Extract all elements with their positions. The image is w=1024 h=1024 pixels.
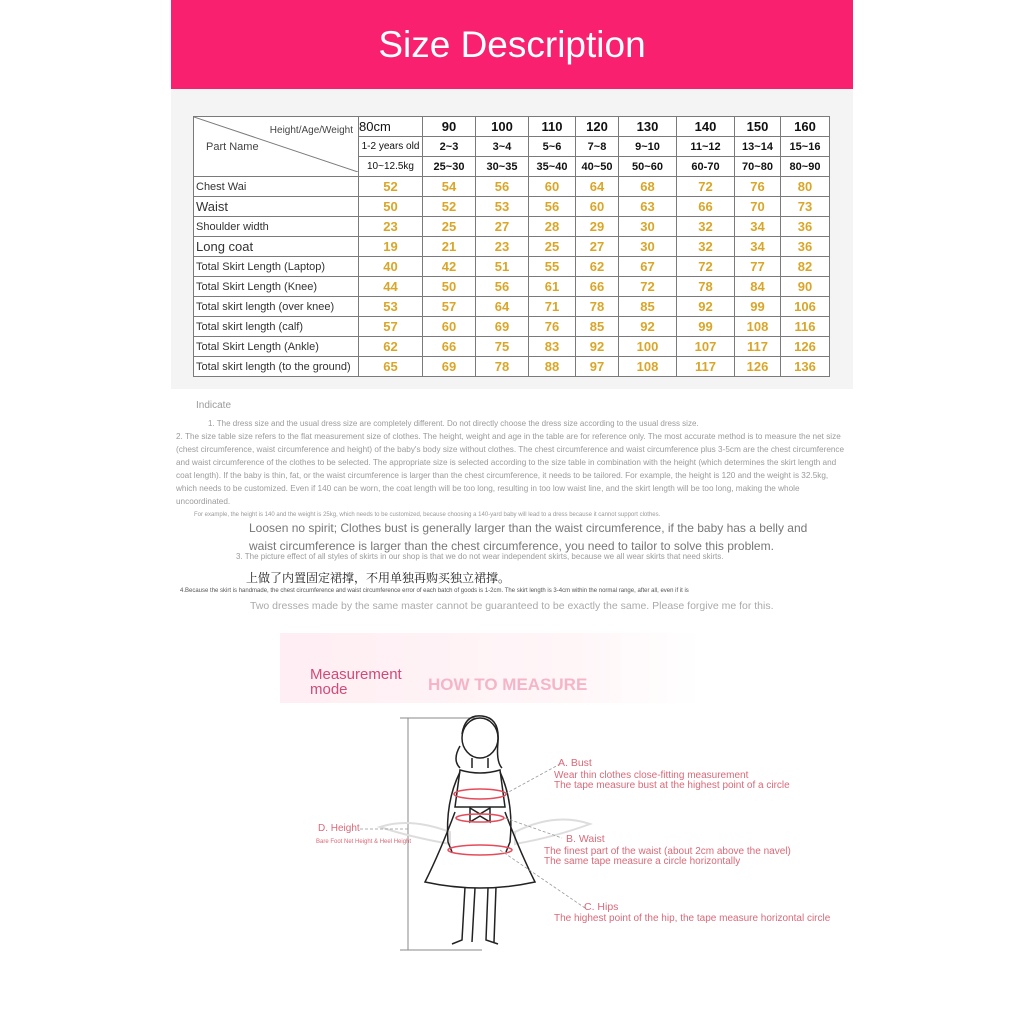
hips-label: C. Hips (584, 901, 619, 913)
size-value-cell: 76 (735, 177, 781, 197)
waist-desc-1: The finest part of the waist (about 2cm above the navel) (544, 846, 791, 857)
how-to-measure-label: HOW TO MEASURE (428, 675, 588, 694)
note-3: 3. The picture effect of all styles of skirts in our shop is that we do not wear independent skirts, because we all wear skirts that need skirts. (236, 552, 724, 561)
age-header-cell: 5~6 (529, 137, 576, 157)
size-value-cell: 27 (576, 237, 619, 257)
table-row (194, 217, 830, 237)
waist-label: B. Waist (566, 833, 605, 845)
table-row (194, 257, 830, 277)
part-name-cell: Total Skirt Length (Laptop) (194, 257, 359, 277)
size-value-cell: 30 (619, 237, 677, 257)
size-value-cell: 55 (529, 257, 576, 277)
size-value-cell: 106 (781, 297, 830, 317)
size-value-cell: 77 (735, 257, 781, 277)
height-header-cell: 150 (735, 117, 781, 137)
size-value-cell: 36 (781, 217, 830, 237)
size-value-cell: 63 (619, 197, 677, 217)
size-value-cell: 60 (529, 177, 576, 197)
size-value-cell: 54 (423, 177, 476, 197)
measurement-mode-banner (280, 633, 700, 703)
size-value-cell: 78 (576, 297, 619, 317)
size-value-cell: 92 (576, 337, 619, 357)
size-value-cell: 53 (476, 197, 529, 217)
weight-header-cell: 50~60 (619, 157, 677, 177)
size-value-cell: 85 (576, 317, 619, 337)
size-value-cell: 23 (359, 217, 423, 237)
age-header-cell: 7~8 (576, 137, 619, 157)
size-table-panel (171, 89, 853, 389)
size-value-cell: 21 (423, 237, 476, 257)
weight-header-cell: 35~40 (529, 157, 576, 177)
size-value-cell: 29 (576, 217, 619, 237)
weight-header-cell: 40~50 (576, 157, 619, 177)
size-value-cell: 107 (677, 337, 735, 357)
size-value-cell: 36 (781, 237, 830, 257)
note-1: 1. The dress size and the usual dress size are completely different. Do not directly choose the dress size according to the usual dress size. (208, 419, 699, 428)
measurement-diagram (300, 712, 860, 957)
height-header-cell: 130 (619, 117, 677, 137)
size-value-cell: 69 (476, 317, 529, 337)
size-value-cell: 80 (781, 177, 830, 197)
size-value-cell: 52 (423, 197, 476, 217)
size-value-cell: 57 (423, 297, 476, 317)
part-name-cell: Total skirt length (over knee) (194, 297, 359, 317)
height-header-cell: 110 (529, 117, 576, 137)
size-value-cell: 66 (423, 337, 476, 357)
size-value-cell: 71 (529, 297, 576, 317)
size-value-cell: 97 (576, 357, 619, 377)
age-header-cell: 9~10 (619, 137, 677, 157)
size-value-cell: 73 (781, 197, 830, 217)
size-value-cell: 108 (735, 317, 781, 337)
size-value-cell: 44 (359, 277, 423, 297)
table-row (194, 237, 830, 257)
size-value-cell: 117 (735, 337, 781, 357)
size-value-cell: 76 (529, 317, 576, 337)
size-value-cell: 62 (359, 337, 423, 357)
size-value-cell: 85 (619, 297, 677, 317)
size-value-cell: 72 (619, 277, 677, 297)
height-header-cell: 120 (576, 117, 619, 137)
bust-desc-2: The tape measure bust at the highest point of a circle (554, 780, 790, 791)
age-header-cell: 15~16 (781, 137, 830, 157)
measurement-mode-line2: mode (310, 681, 348, 698)
part-name-cell: Total Skirt Length (Ankle) (194, 337, 359, 357)
size-value-cell: 51 (476, 257, 529, 277)
size-value-cell: 66 (576, 277, 619, 297)
part-name-cell: Chest Wai (194, 177, 359, 197)
size-value-cell: 61 (529, 277, 576, 297)
table-row (194, 337, 830, 357)
part-name-cell: Total skirt length (to the ground) (194, 357, 359, 377)
weight-header-cell: 10~12.5kg (359, 157, 423, 177)
table-row (194, 357, 830, 377)
size-value-cell: 83 (529, 337, 576, 357)
size-value-cell: 72 (677, 257, 735, 277)
note-2-example: For example, the height is 140 and the weight is 25kg, which needs to be customized, because choosing a 140-yard baby will lead to a dress because it cannot support clothes. (194, 512, 661, 518)
size-value-cell: 92 (619, 317, 677, 337)
size-value-cell: 136 (781, 357, 830, 377)
weight-header-cell: 60-70 (677, 157, 735, 177)
size-value-cell: 19 (359, 237, 423, 257)
weight-header-cell: 25~30 (423, 157, 476, 177)
size-value-cell: 56 (529, 197, 576, 217)
size-value-cell: 99 (677, 317, 735, 337)
size-value-cell: 34 (735, 237, 781, 257)
hips-desc-1: The highest point of the hip, the tape measure horizontal circle (554, 913, 831, 924)
size-value-cell: 99 (735, 297, 781, 317)
header-banner (171, 0, 853, 89)
height-label: D. Height (318, 823, 360, 834)
bust-desc-1: Wear thin clothes close-fitting measurement (554, 770, 749, 781)
size-value-cell: 25 (529, 237, 576, 257)
size-value-cell: 30 (619, 217, 677, 237)
size-value-cell: 69 (423, 357, 476, 377)
size-value-cell: 68 (619, 177, 677, 197)
size-value-cell: 65 (359, 357, 423, 377)
size-value-cell: 92 (677, 297, 735, 317)
size-value-cell: 52 (359, 177, 423, 197)
age-header-cell: 2~3 (423, 137, 476, 157)
height-header-cell: 160 (781, 117, 830, 137)
size-value-cell: 67 (619, 257, 677, 277)
note-2: 2. The size table size refers to the flat measurement size of clothes. The height, weight and age in the table are for reference only. The most accurate method is to measure the net size (chest circumference, waist circumference and height) of the baby's body size without clothes. The chest circumference and waist circumference plus 3-5cm are the chest circumference and waist circumference of the clothes to be selected. The appropriate size is selected according to the size table in combination with the height (which determines the skirt length and coat length). If the baby is thin, fat, or the waist circumference is larger than the chest circumference, it needs to be tailored. For example, the height is 120 and the weight is 32.5kg, which needs to be customized. Even if 140 can be worn, the coat length will be too long, resulting in too low waist line, and the skirt length will be too long, making the whole uncoordinated. (176, 432, 845, 506)
size-value-cell: 84 (735, 277, 781, 297)
size-table (193, 116, 830, 377)
size-value-cell: 82 (781, 257, 830, 277)
part-name-cell: Waist (194, 197, 359, 217)
size-value-cell: 64 (476, 297, 529, 317)
size-value-cell: 27 (476, 217, 529, 237)
size-value-cell: 50 (423, 277, 476, 297)
size-value-cell: 66 (677, 197, 735, 217)
age-header-cell: 11~12 (677, 137, 735, 157)
age-header-cell: 1-2 years old (359, 137, 423, 157)
age-header-cell: 13~14 (735, 137, 781, 157)
table-row (194, 317, 830, 337)
size-value-cell: 60 (423, 317, 476, 337)
size-value-cell: 56 (476, 177, 529, 197)
weight-header-cell: 70~80 (735, 157, 781, 177)
table-row (194, 277, 830, 297)
part-name-cell: Total skirt length (calf) (194, 317, 359, 337)
table-row (194, 177, 830, 197)
size-value-cell: 116 (781, 317, 830, 337)
page-title: Size Description (378, 23, 646, 65)
size-value-cell: 56 (476, 277, 529, 297)
corner-height-age-weight: Height/Age/Weight (269, 125, 353, 136)
part-name-cell: Total Skirt Length (Knee) (194, 277, 359, 297)
table-corner-cell (194, 117, 359, 177)
note-loosen: Loosen no spirit; Clothes bust is generally larger than the waist circumference, if the baby has a belly and waist circumference is larger than the chest circumference, you need to tailor to solve this problem. (249, 521, 808, 553)
note-chinese: 上做了内置固定裙撑，不用单独再购买独立裙撑。 (246, 571, 511, 585)
size-value-cell: 50 (359, 197, 423, 217)
part-name-cell: Shoulder width (194, 217, 359, 237)
part-name-cell: Long coat (194, 237, 359, 257)
size-value-cell: 90 (781, 277, 830, 297)
size-value-cell: 40 (359, 257, 423, 277)
size-value-cell: 64 (576, 177, 619, 197)
weight-header-cell: 30~35 (476, 157, 529, 177)
size-value-cell: 88 (529, 357, 576, 377)
height-desc: Bare Foot Net Height & Heel Height (316, 839, 412, 845)
size-value-cell: 53 (359, 297, 423, 317)
table-row (194, 197, 830, 217)
table-row (194, 297, 830, 317)
age-header-cell: 3~4 (476, 137, 529, 157)
size-value-cell: 126 (735, 357, 781, 377)
size-value-cell: 117 (677, 357, 735, 377)
size-value-cell: 75 (476, 337, 529, 357)
height-header-cell: 80cm (359, 117, 423, 137)
size-value-cell: 32 (677, 237, 735, 257)
size-value-cell: 28 (529, 217, 576, 237)
measurement-mode-title (310, 667, 402, 697)
size-value-cell: 34 (735, 217, 781, 237)
notes-indicate: Indicate (196, 400, 232, 411)
height-header-cell: 100 (476, 117, 529, 137)
size-value-cell: 70 (735, 197, 781, 217)
size-value-cell: 42 (423, 257, 476, 277)
size-value-cell: 100 (619, 337, 677, 357)
note-two-dresses: Two dresses made by the same master cannot be guaranteed to be exactly the same. Please forgive me for this. (250, 600, 774, 612)
size-value-cell: 32 (677, 217, 735, 237)
measurement-mode-line1: Measurement (310, 666, 402, 683)
note-4: 4.Because the skirt is handmade, the chest circumference and waist circumference error of each batch of goods is 1-2cm. The skirt length is 3-4cm within the normal range, after all, even if it is (180, 588, 689, 594)
size-value-cell: 78 (677, 277, 735, 297)
height-header-cell: 140 (677, 117, 735, 137)
size-value-cell: 57 (359, 317, 423, 337)
size-value-cell: 108 (619, 357, 677, 377)
size-value-cell: 126 (781, 337, 830, 357)
waist-desc-2: The same tape measure a circle horizontally (544, 856, 741, 867)
size-value-cell: 78 (476, 357, 529, 377)
size-value-cell: 23 (476, 237, 529, 257)
size-value-cell: 72 (677, 177, 735, 197)
corner-part-name: Part Name (206, 141, 259, 153)
weight-header-cell: 80~90 (781, 157, 830, 177)
height-header-cell: 90 (423, 117, 476, 137)
bust-label: A. Bust (558, 757, 592, 769)
size-value-cell: 25 (423, 217, 476, 237)
size-value-cell: 60 (576, 197, 619, 217)
size-value-cell: 62 (576, 257, 619, 277)
